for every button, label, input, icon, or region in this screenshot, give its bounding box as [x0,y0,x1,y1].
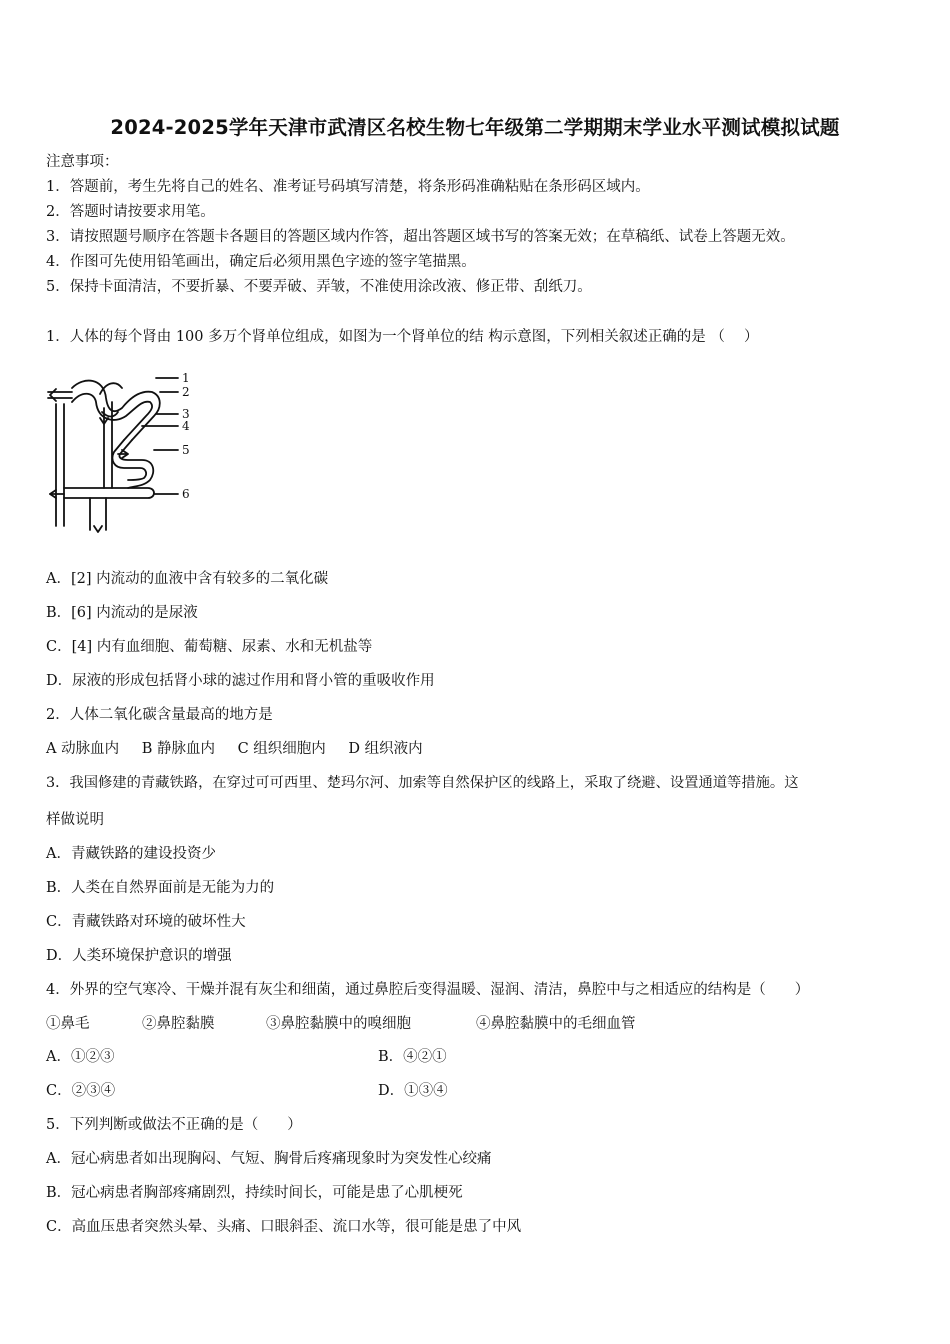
question-1-stem: 1．人体的每个肾由 100 多万个肾单位组成，如图为一个肾单位的结 构示意图，下列相关叙述正确的是 （ ） [46,329,759,345]
q4-option-c: C．②③④ [46,1083,116,1099]
nephron-diagram [44,368,204,544]
notice-item: 2．答题时请按要求用笔。 [46,204,215,220]
q3-option-a: A．青藏铁路的建设投资少 [46,846,216,862]
notice-item: 5．保持卡面清洁，不要折暴、不要弄破、弄皱，不准使用涂改液、修正带、刮纸刀。 [46,279,592,295]
question-4-stem: 4．外界的空气寒冷、干燥并混有灰尘和细菌，通过鼻腔后变得温暖、湿润、清洁，鼻腔中与之相适应的结构是（ ） [46,982,810,998]
diagram-label-1: 1 [182,371,190,385]
diagram-label-6: 6 [182,487,190,501]
q1-option-c: C．[4] 内有血细胞、葡萄糖、尿素、水和无机盐等 [46,639,373,655]
q2-options-row [46,739,441,759]
notice-item: 3．请按照题号顺序在答题卡各题目的答题区域内作答，超出答题区域书写的答案无效；在草稿纸、试卷上答题无效。 [46,229,795,245]
q4-item-2: ②鼻腔黏膜 [142,1016,215,1032]
q5-option-a: A．冠心病患者如出现胸闷、气短、胸骨后疼痛现象时为突发性心绞痛 [46,1151,492,1167]
diagram-label-3: 3 [182,407,190,421]
question-3-stem-cont: 样做说明 [46,812,104,828]
q2-option-a: A 动脉血内 [46,741,120,757]
q4-item-1: ①鼻毛 [46,1016,90,1032]
q3-option-d: D．人类环境保护意识的增强 [46,948,232,964]
q4-option-b: B．④②① [378,1049,447,1065]
q4-option-a: A．①②③ [46,1049,115,1065]
question-2-stem: 2．人体二氧化碳含量最高的地方是 [46,707,273,723]
q2-option-c: C 组织细胞内 [237,741,326,757]
q4-item-4: ④鼻腔黏膜中的毛细血管 [476,1016,636,1032]
q3-option-c: C．青藏铁路对环境的破坏性大 [46,914,246,930]
q2-option-d: D 组织液内 [348,741,423,757]
q1-option-b: B．[6] 内流动的是尿液 [46,605,198,621]
q4-option-d: D．①③④ [378,1083,448,1099]
q4-item-3: ③鼻腔黏膜中的嗅细胞 [266,1016,411,1032]
notice-heading: 注意事项： [46,154,119,170]
notice-item: 4．作图可先使用铅笔画出，确定后必须用黑色字迹的签字笔描黑。 [46,254,476,270]
q1-option-d: D．尿液的形成包括肾小球的滤过作用和肾小管的重吸收作用 [46,673,435,689]
question-5-stem: 5．下列判断或做法不正确的是（ ） [46,1117,302,1133]
diagram-label-2: 2 [182,385,190,399]
notice-item: 1．答题前，考生先将自己的姓名、准考证号码填写清楚，将条形码准确粘贴在条形码区域内。 [46,179,650,195]
exam-title: 2024-2025学年天津市武清区名校生物七年级第二学期期末学业水平测试模拟试题 [110,116,840,139]
q1-option-a: A．[2] 内流动的血液中含有较多的二氧化碳 [46,571,329,587]
question-3-stem: 3．我国修建的青藏铁路，在穿过可可西里、楚玛尔河、加索等自然保护区的线路上，采取了绕避、设置通道等措施。这 [46,775,799,791]
q5-option-b: B．冠心病患者胸部疼痛剧烈，持续时间长，可能是患了心肌梗死 [46,1185,463,1201]
diagram-label-5: 5 [182,443,190,457]
q2-option-b: B 静脉血内 [141,741,215,757]
q5-option-c: C．高血压患者突然头晕、头痛、口眼斜歪、流口水等，很可能是患了中风 [46,1219,522,1235]
diagram-label-4: 4 [182,419,190,433]
q3-option-b: B．人类在自然界面前是无能为力的 [46,880,275,896]
